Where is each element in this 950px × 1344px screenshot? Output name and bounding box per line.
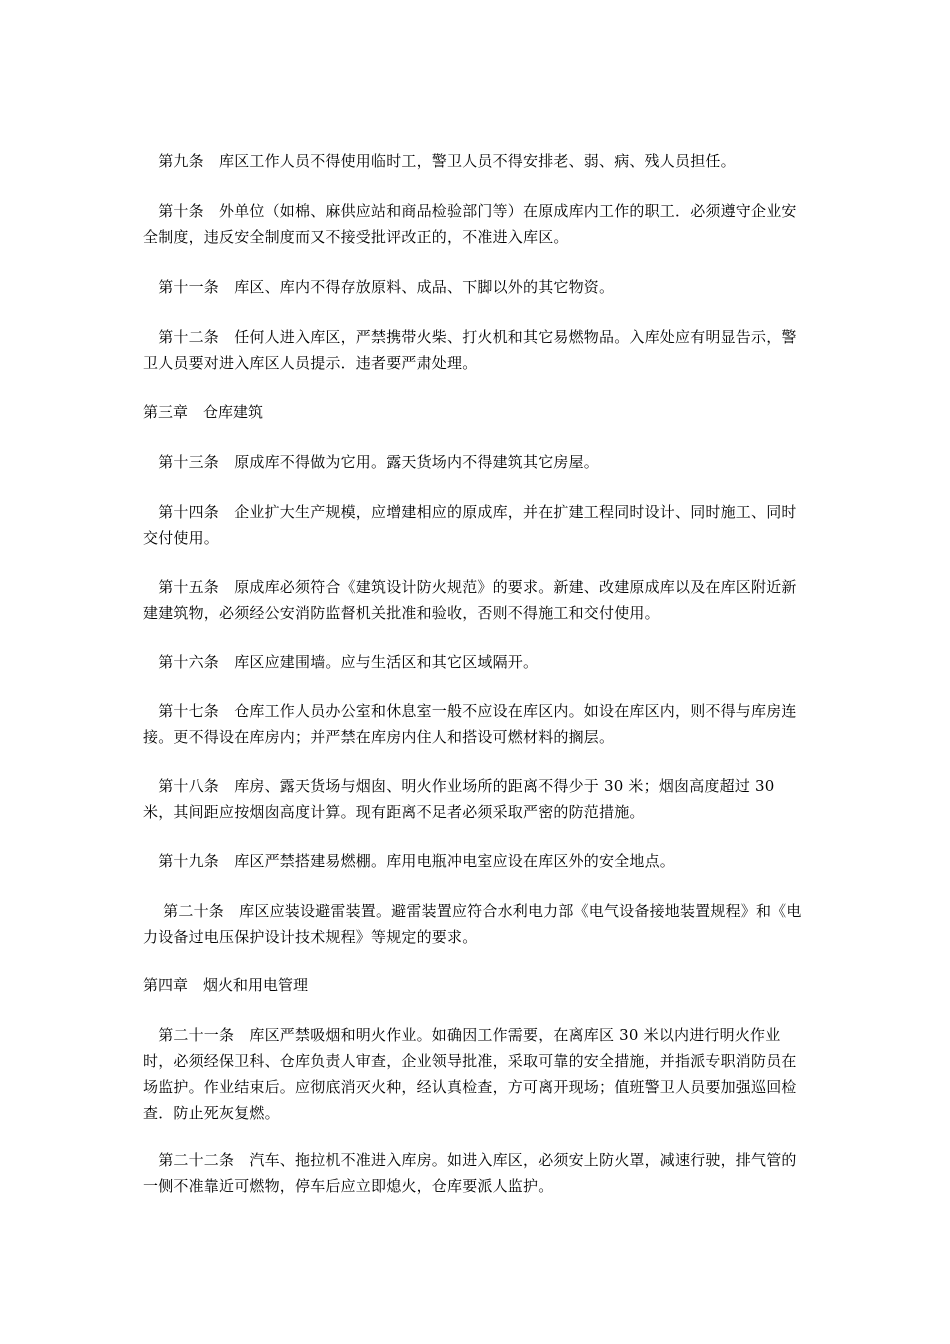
article-18: 第十八条 库房、露天货场与烟囱、明火作业场所的距离不得少于 30 米；烟囱高度超过 30 米，其间距应按烟囱高度计算。现有距离不足者必须采取严密的防范措施。 xyxy=(143,777,780,821)
article-17: 第十七条 仓库工作人员办公室和休息室一般不应设在库区内。如设在库区内，则不得与库房连接。更不得设在库房内；并严禁在库房内住人和搭设可燃材料的搁层。 xyxy=(143,702,797,746)
article-10: 第十条 外单位（如棉、麻供应站和商品检验部门等）在原成库内工作的职工．必须遵守企业安全制度，违反安全制度而又不接受批评改正的，不准进入库区。 xyxy=(143,202,797,246)
chapter-4-heading: 第四章 烟火和用电管理 xyxy=(143,976,309,994)
article-21: 第二十一条 库区严禁吸烟和明火作业。如确因工作需要，在离库区 30 米以内进行明火作业时，必须经保卫科、仓库负责人审查，企业领导批准，采取可靠的安全措施，并指派专职消防员在场监护。作业结束后。应彻底消灭火种，经认真检查，方可离开现场；值班警卫人员要加强巡回检查．防止死灰复燃。 xyxy=(143,1026,797,1122)
article-16: 第十六条 库区应建围墙。应与生活区和其它区域隔开。 xyxy=(143,653,539,671)
article-14: 第十四条 企业扩大生产规模，应增建相应的原成库，并在扩建工程同时设计、同时施工、同时交付使用。 xyxy=(143,503,797,547)
article-9: 第九条 库区工作人员不得使用临时工，警卫人员不得安排老、弱、病、残人员担任。 xyxy=(143,152,736,170)
article-22: 第二十二条 汽车、拖拉机不准进入库房。如进入库区，必须安上防火罩，减速行驶，排气管的一侧不准靠近可燃物，停车后应立即熄火，仓库要派人监护。 xyxy=(143,1151,797,1195)
article-13: 第十三条 原成库不得做为它用。露天货场内不得建筑其它房屋。 xyxy=(143,453,600,471)
chapter-3-heading: 第三章 仓库建筑 xyxy=(143,403,264,421)
article-15: 第十五条 原成库必须符合《建筑设计防火规范》的要求。新建、改建原成库以及在库区附近新建建筑物，必须经公安消防监督机关批准和验收，否则不得施工和交付使用。 xyxy=(143,578,797,622)
article-19: 第十九条 库区严禁搭建易燃棚。库用电瓶冲电室应设在库区外的安全地点。 xyxy=(143,852,676,870)
article-12: 第十二条 任何人进入库区，严禁携带火柴、打火机和其它易燃物品。入库处应有明显告示，警卫人员要对进入库区人员提示．违者要严肃处理。 xyxy=(143,328,797,372)
article-11: 第十一条 库区、库内不得存放原料、成品、下脚以外的其它物资。 xyxy=(143,278,615,296)
article-20: 第二十条 库区应装设避雷装置。避雷装置应符合水利电力部《电气设备接地装置规程》和《电力设备过电压保护设计技术规程》等规定的要求。 xyxy=(143,902,802,946)
